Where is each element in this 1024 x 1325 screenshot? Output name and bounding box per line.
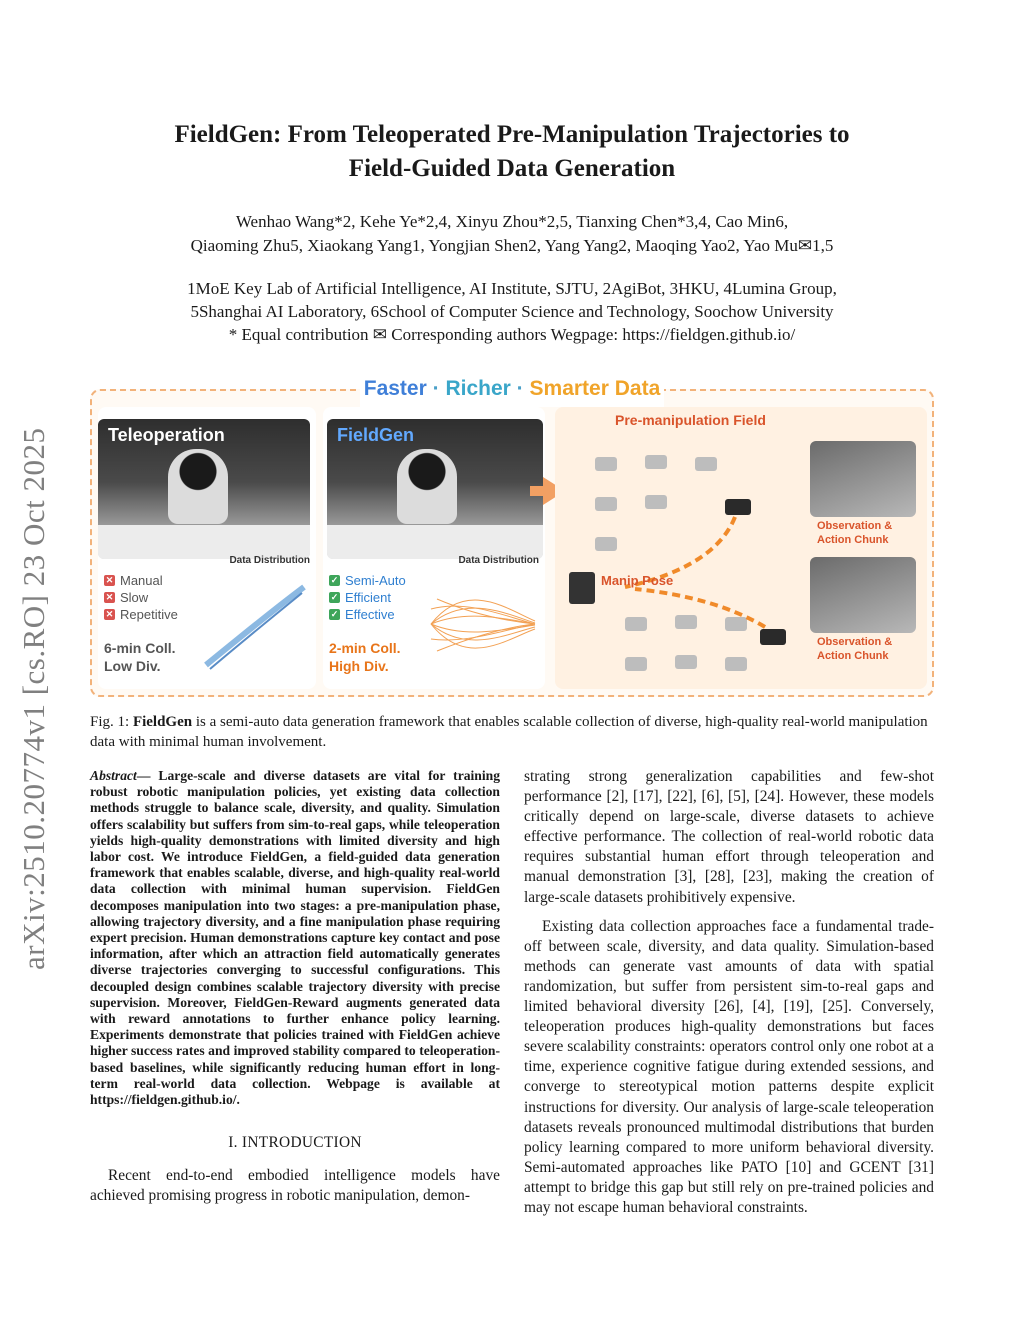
paper-title <box>90 118 934 186</box>
caption-name: FieldGen <box>132 714 193 730</box>
teleop-item: ✕ Manual <box>105 573 163 588</box>
intro-paragraph-1-start: Recent end-to-end embodied intelligence models have achieved promising progress in robotic manipulation, demon- <box>90 1167 500 1205</box>
table-image <box>98 525 310 559</box>
fieldgen-trajectory-fan <box>431 599 535 651</box>
authors-line-1: Wenhao Wang*2, Kehe Ye*2,4, Xinyu Zhou*2,5, Tianxing Chen*3,4, Cao Min6, <box>235 212 789 231</box>
arxiv-sidebar-id: arXiv:2510.20774v1 [cs.RO] 23 Oct 2025 <box>16 427 51 970</box>
active-gripper-bottom <box>760 629 786 645</box>
fieldgen-photo <box>327 419 543 559</box>
teleop-item: ✕ Slow <box>105 590 149 605</box>
author-list <box>90 210 934 258</box>
intro-paragraph-2: Existing data collection approaches face a fundamental trade-off between scale, diversity, and data quality. Simulation-based methods can generate vast amounts of data with spatial randomization, but suffer from persistent sim-to-real gaps and limited behavioral diversity [26], [4], [19], [25]. Conversely, teleoperation produces high-quality demonstrations but faces severe scalability constraints: operators control only one robot at a time, experience cognitive fatigue during extended sessions, and converge to stereotypical motion patterns despite explicit instructions for diversity. Our analysis of large-scale teleoperation datasets reveals pronounced multimodal distributions that burden policy learning compared to more uniform behavioral diversity. Semi-automated approaches like PATO [10] and GCENT [31] attempt to bridge this gap but still rely on pre-trained policies and may not escape human behavioral constraints. <box>524 917 934 1216</box>
abstract-label: Abstract <box>90 768 137 783</box>
banner-dot-2: · <box>516 377 524 400</box>
intro-paragraph-1-end: strating strong generalization capabilities and few-shot performance [2], [17], [22], [6], [5], [24]. However, these models critically depend on large-scale, diverse datasets to achieve effective performance. The collection of real-world robotic data requires substantial human effort through teleoperation and manual demonstration [3], [28], [23], making the creation of large-scale datasets prohibitively expensive. <box>524 768 934 906</box>
fieldgen-stat-diversity: High Div. <box>329 658 389 674</box>
fieldgen-item: ✓ Efficient <box>330 590 392 605</box>
affiliation-line-3: * Equal contribution ✉ Corresponding authors Wegpage: https://fieldgen.github.io/ <box>228 325 796 344</box>
fieldgen-item: ✓ Semi-Auto <box>330 573 406 588</box>
abstract <box>90 768 500 1108</box>
banner-richer: Richer <box>445 377 511 400</box>
affiliations <box>90 277 934 346</box>
section-heading-introduction: I. INTRODUCTION <box>228 1134 362 1152</box>
gripper-grid <box>595 455 747 671</box>
figure-1 <box>90 367 934 700</box>
check-icon: ✓ <box>330 609 339 619</box>
caption-text: is a semi-auto data generation framework that enables scalable collection of diverse, high-quality real-world manipulation data with minimal human involvement. <box>90 714 928 750</box>
banner-smarter: Smarter Data <box>529 377 661 400</box>
fieldgen-distribution-plot <box>427 569 539 679</box>
authors-line-2: Qiaoming Zhu5, Xiaokang Yang1, Yongjian Shen2, Yang Yang2, Maoqing Yao2, Yao Mu✉1,5 <box>190 236 834 255</box>
active-gripper-top <box>725 499 751 515</box>
fieldgen-stats <box>329 639 401 675</box>
cross-icon: ✕ <box>105 609 114 619</box>
teleop-trajectory-band <box>206 587 304 665</box>
fieldgen-label: FieldGen <box>337 425 415 445</box>
teleoperation-label: Teleoperation <box>108 425 225 445</box>
fieldgen-stat-time: 2-min Coll. <box>329 640 401 656</box>
teleoperation-photo <box>98 419 310 559</box>
teleop-stat-time: 6-min Coll. <box>104 640 176 656</box>
robot-image <box>397 449 457 524</box>
field-title: Pre-manipulation Field <box>615 412 766 428</box>
manip-pose-label: Manip Pose <box>601 573 674 588</box>
figure-banner <box>360 371 664 407</box>
teleop-stats <box>104 639 176 675</box>
mug-icon <box>569 572 595 604</box>
observation-label: Observation & Action Chunk <box>817 636 893 662</box>
teleop-data-distribution-label: Data Distribution <box>229 555 310 566</box>
banner-dot-1: · <box>432 377 440 400</box>
fieldgen-panel <box>323 407 545 689</box>
robot-image <box>168 449 228 524</box>
observation-thumbnail <box>810 441 916 517</box>
gripper-field-diagram <box>565 437 805 682</box>
check-icon: ✓ <box>330 592 339 602</box>
caption-prefix: Fig. 1: <box>90 714 133 730</box>
figure-caption <box>90 712 934 752</box>
title-line-2: Field-Guided Data Generation <box>348 155 676 182</box>
table-image <box>327 525 543 559</box>
title-line-1: FieldGen: From Teleoperated Pre-Manipulation Trajectories to <box>174 121 850 148</box>
abstract-text: — Large-scale and diverse datasets are vital for training robust robotic manipulation policies, yet existing data collection methods struggle to balance scale, diversity, and quality. Simulation offers scalability but suffers from sim-to-real gaps, while teleoperation yields high-quality demonstrations with limited diversity and high labor cost. We introduce FieldGen, a field-guided data generation framework that enables scalable, diverse, and high-quality real-world data collection with minimal human supervision. FieldGen decomposes manipulation into two stages: a pre-manipulation phase, allowing trajectory diversity, and a fine manipulation phase requiring expert precision. Human demonstrations capture key contact and pose information, after which an attraction field automatically generates diverse trajectories converging to successful configurations. This decoupled design combines scalable trajectory diversity with precise supervision. Moreover, FieldGen-Reward augments generated data with reward annotations to further enhance policy learning. Experiments demonstrate that policies trained with FieldGen achieve higher success rates and improved stability compared to teleoperation-based baselines, while significantly reducing human effort in long-term real-world data collection. Webpage is available at https://fieldgen.github.io/. <box>90 768 500 1108</box>
fieldgen-item: ✓ Effective <box>330 607 395 622</box>
cross-icon: ✕ <box>105 592 114 602</box>
cross-icon: ✕ <box>105 575 114 585</box>
fieldgen-data-distribution-label: Data Distribution <box>458 555 539 566</box>
teleop-attribute-list <box>104 572 178 623</box>
teleop-stat-diversity: Low Div. <box>104 658 161 674</box>
right-column <box>524 767 934 1218</box>
fieldgen-attribute-list <box>329 572 406 623</box>
affiliation-line-1: 1MoE Key Lab of Artificial Intelligence, AI Institute, SJTU, 2AgiBot, 3HKU, 4Lumina Group, <box>187 279 837 298</box>
teleop-distribution-plot <box>198 569 310 679</box>
left-column <box>90 768 500 1207</box>
observation-thumbnail <box>810 557 916 633</box>
banner-faster: Faster <box>363 377 427 400</box>
teleop-item: ✕ Repetitive <box>105 607 178 622</box>
check-icon: ✓ <box>330 575 339 585</box>
observation-label: Observation & Action Chunk <box>817 520 893 546</box>
teleoperation-panel <box>98 407 316 689</box>
pre-manipulation-field-panel <box>555 407 927 689</box>
teleop-trajectory-line <box>210 593 302 669</box>
affiliation-line-2: 5Shanghai AI Laboratory, 6School of Computer Science and Technology, Soochow University <box>190 302 834 321</box>
